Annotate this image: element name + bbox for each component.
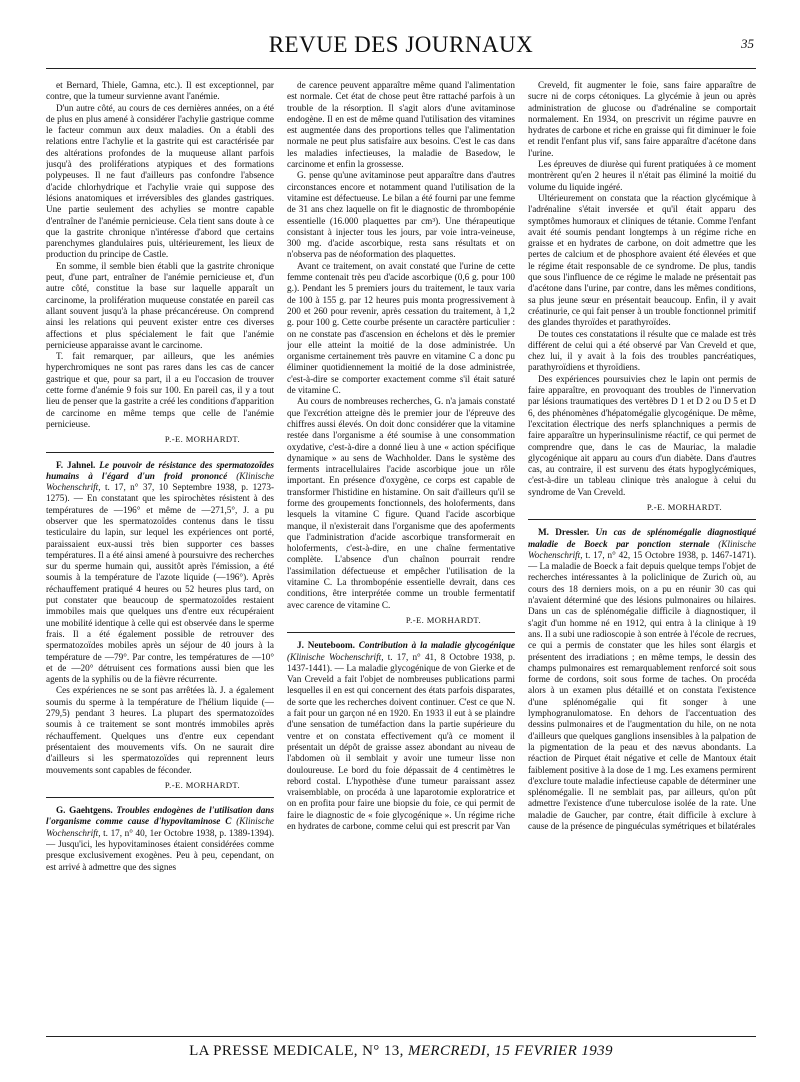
column-2	[287, 80, 515, 1030]
footer-date: MERCREDI, 15 FEVRIER 1939	[407, 1043, 613, 1059]
paragraph: Au cours de nombreuses recherches, G. n'a jamais constaté que l'excrétion atteigne dès le premier jour de l'épreuve des chiffres aussi élevés. On doit donc considérer que la vitamine restée dans l'organisme a été soumise à une consommation oxydative, c'est-à-dire a donné lieu à une « action spécifique dynamique » au sens de Wachholder. Dans le système des ferments intracellulaires l'acide ascorbique joue un rôle important. En présence d'oxygène, ce corps est capable de transformer l'histidine en histamine. On sait d'ailleurs qu'il se forme des groupements fonctionnels, des holoferments, dans lesquels la vitamine C figure. Quand l'acide ascorbique manque, il n'existerait dans l'organisme que des apoferments que l'administration d'acide ascorbique transformerait en holoferments, c'est-à-dire, en une chaîne fermentative complète. L'absence d'un chaînon pourrait rendre l'assimilation défectueuse et empêcher l'utilisation de la vitamine C. La thrombopénie essentielle devrait, dans ces conditions, être interprétée comme un trouble fermentatif avec carence de vitamine C.	[287, 396, 515, 610]
divider	[528, 519, 756, 520]
article-body: t. 17, n° 41, 8 Octobre 1938, p. 1437-1441). — La maladie glycogénique de von Gierke et de Van Creveld a fait l'objet de nombreuses publications parmi lesquelles il en est qui concernent des états parfois disparates, de sorte que les recherches doivent continuer. C'est ce que N. a fait pour un garçon né en 1920. En 1933 il eut à se plaindre d'une sensation de tuméfaction dans la partie supérieure du ventre et on constata effectivement qu'à ce moment il présentait un dépôt de graisse assez abondant au niveau de l'abdomen où il semblait y avoir une tumeur lisse non douloureuse. Le bord du foie dépassait de 4 centimètres le rebord costal. L'hypothèse d'une tumeur paraissant assez vraisemblable, on procéda à une laparotomie exploratrice et on en profita pour faire une biopsie du foie, ce qui permit de faire le diagnostic de « foie glycogénique ». Un régime riche en hydrates de carbone, comme celui qui est prescrit par Van	[287, 651, 515, 831]
column-3	[528, 80, 756, 1030]
paragraph: D'un autre côté, au cours de ces dernières années, on a été de plus en plus amené à considérer l'achylie gastrique comme le facteur commun aux deux maladies. On a établi des relations entre l'achylie et la gastrite qui est caractérisée par des altérations profondes de la muqueuse allant parfois jusqu'à des proliférations atypiques et des formations polypeuses. Il ne faut d'ailleurs pas confondre l'absence d'acide chlorhydrique et l'achylie vraie qui suppose des lésions anatomiques et irréversibles des glandes gastriques. Une partie seulement des achylies se montre capable d'entraîner de l'anémie pernicieuse. Cela tient sans doute à ce que la gastrite chronique n'intéresse d'abord que certains parenchymes glandulaires puis, ultérieurement, les lieux de production du principe de Castle.	[46, 102, 274, 260]
article-author: J. Neuteboom.	[297, 640, 355, 651]
article-body: t. 17, n° 42, 15 Octobre 1938, p. 1467-1471). — La maladie de Boeck a fait depuis quelque temps l'objet de recherches intéressantes à la policlinique de Zurich où, au cours des 18 derniers mois, on a pu en réunir 30 cas qui n'avaient déterminé que des lésions pulmonaires ou hilaires. Dans un cas de splénomégalie difficile à diagnostiquer, il s'agit d'un homme né en 1912, qui entra à la clinique à 19 ans. Il a subi une radioscopie à son entrée à l'école de recrues, ce qui a permis de constater que les hiles sont élargis et présentent des irradiations ; en même temps, le dessin des champs pulmonaires est remarquablement renforcé soit sous forme de cordons, soit sous forme de taches. On procéda alors à un examen plus détaillé et on constata l'existence d'une splénomégalie qui fit songer à une lymphogranulomatose. En dehors de l'accentuation des dessins pulmonaires et de l'augmentation du hile, on ne nota d'ailleurs que quelques ganglions insensibles à la palpation de la pigmentation de la peau et des nævus abondants. La réaction de Pirquet était négative et celle de Mantoux était faiblement positive à la dose de 1 mg. Les examens permirent d'exclure toute maladie infectieuse capable de déterminer une splénomégalie. Il ne semblait pas, par ailleurs, qu'on pût admettre l'existence d'une tuberculose isolée de la rate. Une maladie de Gaucher, par contre, était difficile à exclure à cause de la présence de pinguéculas symétriques et bilatérales	[528, 549, 756, 831]
article-body: t. 17, n° 37, 10 Septembre 1938, p. 1273-1275). — En constatant que les spirochètes résistent à des températures de —196° et même de —271,5°, J. a pu observer que les spermatozoïdes contenus dans le tissu testiculaire du lapin, sur lequel les expériences ont porté, paraissaient eux-aussi très bien supporter ces basses températures. Il a été ainsi amené à poursuivre des recherches sur du sperme humain qui, aussitôt après l'émission, a été soumis à la température de l'azote liquide (—196°). Après réchauffement pratiqué 4 heures ou 52 heures plus tard, on put constater que beaucoup de spermatozoïdes restaient immobiles mais que quelques uns d'entre eux récupéraient une mobilité identique à celle qui est observée dans le sperme frais. Il a été également possible de retrouver des spermatozoïdes mobiles après un séjour de 40 jours à la température de —79°. Par contre, les températures de —10° et de —20° détruisent ces formations aussi bien que les agents de la syphilis ou de la fièvre récurrente.	[46, 482, 274, 685]
footer-journal: LA PRESSE MEDICALE, N° 13,	[189, 1043, 404, 1059]
paragraph: En somme, il semble bien établi que la gastrite chronique peut, d'une part, entraîner de l'anémie pernicieuse et, d'un autre côté, constitue la base sur laquelle apparaît un carcinome, la prolifération muqueuse constatée en pareil cas allant souvent jusqu'à la phase précancéreuse. On comprend ainsi les relations qui peuvent exister entre ces diverses affections et plus spécialement le fait que l'anémie pernicieuse apparaisse avant le carcinome.	[46, 260, 274, 350]
paragraph: De toutes ces constatations il résulte que ce malade est très différent de celui qui a été observé par Van Creveld et que, chez lui, il y avait à la fois des troubles pancréatiques, parathyroïdiens et thyroïdiens.	[528, 328, 756, 373]
article-columns	[46, 80, 756, 1030]
article-heading	[287, 640, 515, 832]
paragraph: de carence peuvent apparaître même quand l'alimentation est normale. Cet état de chose peut être rattaché parfois à un trouble de la résorption. Il s'agit alors d'une avitaminose endogène. Il en est de même quand l'utilisation des vitamines est augmentée dans des proportions telles que l'alimentation normale ne peut plus satisfaire aux besoins. C'est le cas dans les maladies infectieuses, la maladie de Basedow, le carcinome et enfin la grossesse.	[287, 80, 515, 170]
page-footer	[46, 1036, 756, 1065]
author-signature: P.-E. MORHARDT.	[646, 501, 722, 512]
paragraph: Des expériences poursuivies chez le lapin ont permis de faire apparaître, en provoquant des troubles de l'innervation par lésions traumatiques des vertèbres D 1 et D 2 ou D 5 et D 6, des phénomènes d'hépatomégalie glycogénique. De même, l'excitation électrique des nerfs splanchniques a permis de faire apparaître un hyperinsulinisme réactif, ce qui permet de comprendre que, dans le cas de Mauriac, la maladie glycogénique ait apparu au cours d'un diabète. Dans d'autres cas, au contraire, il est survenu des états hypoglycémiques, c'est-à-dire un tableau clinique très analogue à celui du syndrome de Van Creveld.	[528, 373, 756, 497]
author-signature: P.-E. MORHARDT.	[405, 614, 481, 625]
column-1	[46, 80, 274, 1030]
article-author: G. Gaehtgens.	[56, 805, 113, 816]
paragraph: Avant ce traitement, on avait constaté que l'urine de cette femme contenait très peu d'acide ascorbique (0,6 g. pour 100 g.). Pendant les 5 premiers jours du traitement, le taux varia de 100 à 155 g. par 12 heures puis monta progressivement à 200 et 260 pour revenir, après cessation du traitement, à 1,2 g. pour 100 g. Cette courbe présente un caractère particulier : on ne constate pas d'ascension en échelons et dès le premier jour elle atteint la moitié de la dose administrée. Un organisme certainement très pauvre en vitamine C a donc pu éliminer quotidiennement la moitié de la dose administrée, c'est-à-dire se comporter exactement comme s'il était saturé de vitamine C.	[287, 260, 515, 396]
article-journal: (Klinische Wochenschrift,	[46, 470, 274, 493]
article-journal: (Klinische Wochenschrift,	[46, 816, 274, 838]
divider	[287, 632, 515, 633]
article-heading	[46, 460, 274, 686]
paragraph: T. fait remarquer, par ailleurs, que les anémies hyperchromiques ne sont pas rares dans les cas de cancer gastrique et que, pour sa part, il a eu l'occasion de trouver cette forme d'anémie 9 fois sur 100. En pareil cas, il y a tout lieu de penser que la gastrite a créé les conditions d'apparition de carcinome en même temps que celle de l'anémie pernicieuse.	[46, 351, 274, 429]
author-signature: P.-E. MORHARDT.	[164, 434, 240, 445]
page-header	[46, 28, 756, 69]
page-title: REVUE DES JOURNAUX	[268, 32, 534, 57]
article-title: Un cas de splénomégalie diagnostiqué maladie de Boeck par ponction sternale	[528, 527, 756, 549]
article-author: F. Jahnel.	[56, 459, 96, 470]
article-title: Contribution à la maladie glycogénique	[358, 640, 515, 651]
paragraph: Ultérieurement on constata que la réaction glycémique à l'adrénaline s'était inversée et qu'il était apparu des symptômes humoraux et cliniques de tétanie. Comme l'enfant avait été soumis pendant longtemps à un régime riche en graisse et en hydrates de carbone, on doit admettre que les pertes de calcium et de phosphore avaient été élevées et que le régime était responsable de ce syndrome. De plus, tandis que sous l'influence de ce régime le malade ne présentait pas d'acétone dans l'urine, par contre, dans les mêmes conditions, sa plus jeune sœur en présentait beaucoup. Enfin, il y avait créatinurie, ce qui fait penser à un trouble fonctionnel primitif des glandes thyroïdes et parathyroïdes.	[528, 192, 756, 328]
paragraph: Ces expériences ne se sont pas arrêtées là. J. a également soumis du sperme à la température de l'hélium liquide (—279,5) pendant 3 heures. La plupart des spermatozoïdes soumis à ce traitement se sont montrés immobiles après réchauffement. Quelques uns d'entre eux cependant présentaient des mouvements vifs. On ne saurait dire d'ailleurs si les spermatozoïdes qui reprennent leurs mouvements sont capables de féconder.	[46, 685, 274, 775]
article-heading	[46, 805, 274, 873]
divider	[46, 797, 274, 798]
article-author: M. Dressler.	[538, 527, 590, 538]
paragraph: Creveld, fit augmenter le foie, sans faire apparaître de sucre ni de corps cétoniques. La glycémie à jeun ou après administration de glucose ou d'adrénaline se comportait normalement. En 1934, on prescrivit un régime pauvre en hydrates de carbone et riche en graisse qui fit diminuer le foie et rendit l'enfant plus vif, sans faire apparaître d'acétone dans l'urine.	[528, 80, 756, 158]
article-title: Troubles endogènes de l'utilisation dans l'organisme comme cause d'hypovitaminose C	[46, 805, 274, 827]
article-heading	[528, 527, 756, 832]
author-signature: P.-E. MORHARDT.	[164, 779, 240, 790]
article-journal: (Klinische Wochenschrift,	[287, 651, 384, 662]
article-journal: (Klinische Wochenschrift,	[528, 538, 756, 560]
divider	[46, 452, 274, 453]
article-body: t. 17, n° 40, 1er Octobre 1938, p. 1389-1394). — Jusqu'ici, les hypovitaminoses étaient considérées comme presque exclusivement exogènes. Peu à peu, cependant, on est arrivé à admettre que des signes	[46, 827, 274, 872]
page-number: 35	[741, 36, 754, 51]
paragraph: et Bernard, Thiele, Gamna, etc.). Il est exceptionnel, par contre, que la tumeur survienne avant l'anémie.	[46, 80, 274, 102]
footer-text	[46, 1043, 756, 1060]
paragraph: G. pense qu'une avitaminose peut apparaître dans d'autres circonstances encore et notamment quand l'utilisation de la vitamine est défectueuse. Le bilan a été fourni par une femme de 31 ans chez laquelle on fit le diagnostic de thrombopénie essentielle (16.000 plaquettes par cm³). Une thérapeutique consistant à injecter tous les jours, par voie intra-veineuse, 300 mg. d'acide ascorbique, resta sans résultats et on n'observa pas de néoformation des plaquettes.	[287, 170, 515, 260]
article-title: Le pouvoir de résistance des spermatozoïdes humains à l'égard d'un froid prononcé	[46, 459, 274, 481]
paragraph: Les épreuves de diurèse qui furent pratiquées à ce moment montrèrent qu'en 2 heures il n'était pas éliminé la moitié du volume du liquide ingéré.	[528, 159, 756, 192]
